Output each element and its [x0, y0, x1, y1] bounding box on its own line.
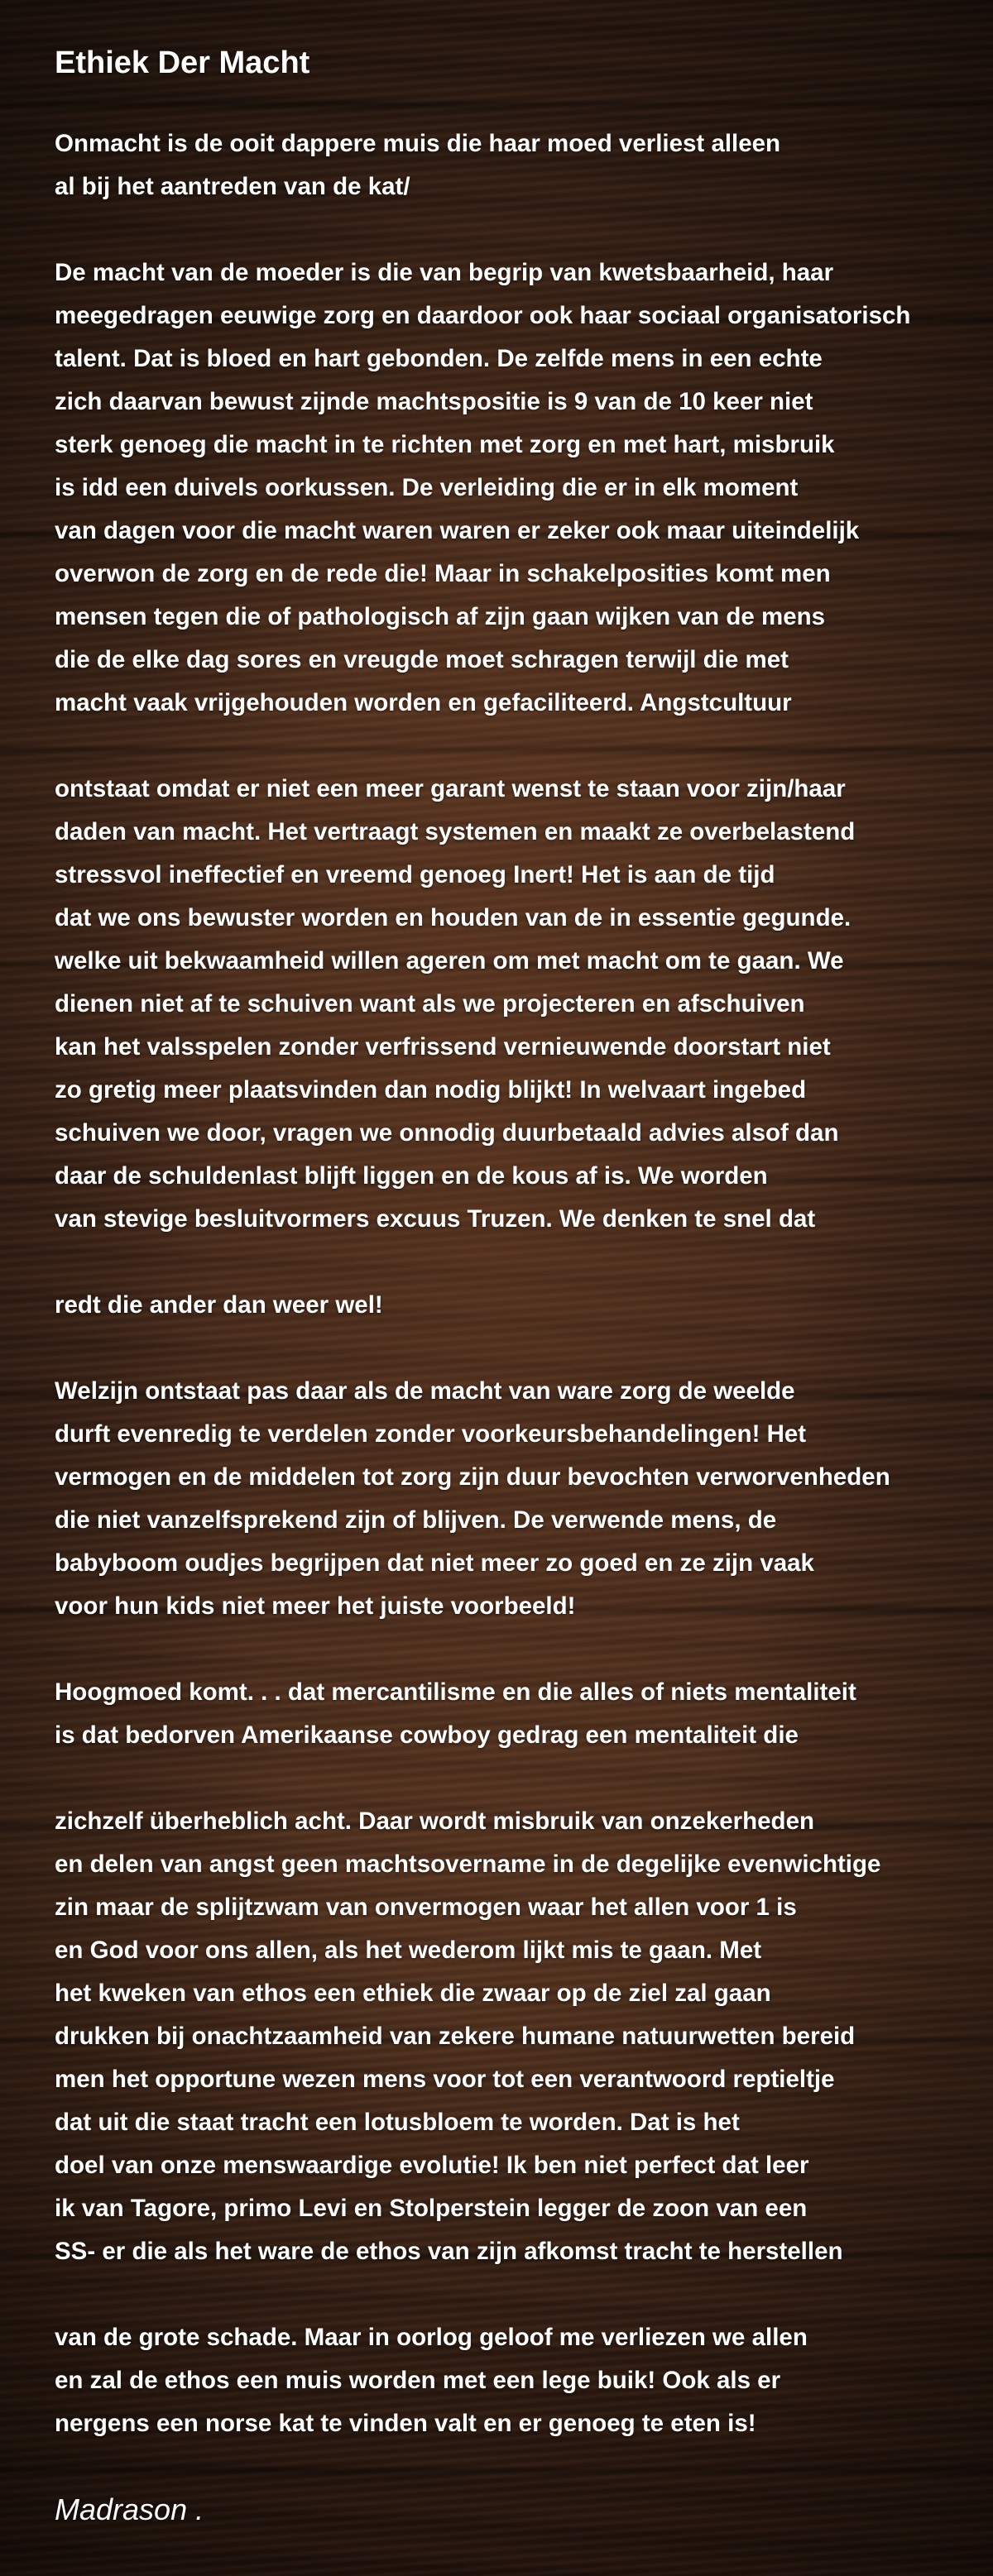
poem-line: van dagen voor die macht waren waren er zeker ook maar uiteindelijk: [55, 517, 860, 544]
poem-line: en delen van angst geen machtsovername in de degelijke evenwichtige: [55, 1851, 881, 1878]
poem-line: het kweken van ethos een ethiek die zwaar op de ziel zal gaan: [55, 1980, 771, 2007]
poem-line: durft evenredig te verdelen zonder voorkeursbehandelingen! Het: [55, 1420, 807, 1448]
poem-line: sterk genoeg die macht in te richten met zorg en met hart, misbruik: [55, 431, 835, 458]
poem-line: is idd een duivels oorkussen. De verleiding die er in elk moment: [55, 474, 799, 501]
poem-line: ontstaat omdat er niet een meer garant wenst te staan voor zijn/haar: [55, 775, 846, 802]
poem-stanza: [55, 768, 981, 1241]
poem-line: overwon de zorg en de rede die! Maar in schakelposities komt men: [55, 560, 831, 587]
poem-stanza: [55, 1671, 981, 1757]
poem-line: kan het valsspelen zonder verfrissend vernieuwende doorstart niet: [55, 1033, 831, 1061]
poem-line: Welzijn ontstaat pas daar als de macht van ware zorg de weelde: [55, 1377, 795, 1405]
poem-line: SS- er die als het ware de ethos van zijn afkomst tracht te herstellen: [55, 2238, 843, 2265]
poem-line: zichzelf überheblich acht. Daar wordt misbruik van onzekerheden: [55, 1808, 815, 1835]
poem-line: is dat bedorven Amerikaanse cowboy gedrag een mentaliteit die: [55, 1721, 799, 1749]
poem-line: macht vaak vrijgehouden worden en gefaciliteerd. Angstcultuur: [55, 689, 792, 716]
poem-line: schuiven we door, vragen we onnodig duurbetaald advies alsof dan: [55, 1119, 839, 1147]
poem-line: mensen tegen die of pathologisch af zijn gaan wijken van de mens: [55, 603, 826, 630]
poem-line: van stevige besluitvormers excuus Truzen. We denken te snel dat: [55, 1205, 816, 1233]
poem-body: [55, 122, 981, 2445]
poem-line: De macht van de moeder is die van begrip van kwetsbaarheid, haar: [55, 259, 834, 286]
poem-stanza: [55, 1284, 981, 1327]
poem-line: daden van macht. Het vertraagt systemen en maakt ze overbelastend: [55, 818, 856, 845]
poem: [55, 40, 981, 2531]
poem-line: dat uit die staat tracht een lotusbloem te worden. Dat is het: [55, 2109, 740, 2136]
poem-line: redt die ander dan weer wel!: [55, 1291, 383, 1319]
poem-line: voor hun kids niet meer het juiste voorbeeld!: [55, 1592, 576, 1620]
poem-line: Hoogmoed komt. . . dat mercantilisme en die alles of niets mentaliteit: [55, 1678, 856, 1706]
poem-stanza: [55, 251, 981, 725]
poem-author: Madrason .: [55, 2492, 204, 2526]
poem-line: babyboom oudjes begrijpen dat niet meer zo goed en ze zijn vaak: [55, 1549, 814, 1577]
poem-stanza: [55, 1800, 981, 2273]
poem-line: die de elke dag sores en vreugde moet schragen terwijl die met: [55, 646, 789, 673]
poem-line: zich daarvan bewust zijnde machtspositie is 9 van de 10 keer niet: [55, 388, 813, 415]
poem-line: men het opportune wezen mens voor tot een verantwoord reptieltje: [55, 2066, 835, 2093]
poem-line: meegedragen eeuwige zorg en daardoor ook haar sociaal organisatorisch: [55, 302, 911, 329]
poem-line: welke uit bekwaamheid willen ageren om met macht om te gaan. We: [55, 947, 844, 974]
poem-title: Ethiek Der Macht: [55, 45, 310, 80]
poem-line: van de grote schade. Maar in oorlog geloof me verliezen we allen: [55, 2324, 808, 2351]
poem-line: dienen niet af te schuiven want als we projecteren en afschuiven: [55, 990, 805, 1017]
poem-line: daar de schuldenlast blijft liggen en de kous af is. We worden: [55, 1162, 768, 1190]
poem-line: zin maar de splijtzwam van onvermogen waar het allen voor 1 is: [55, 1894, 797, 1921]
poem-line: ik van Tagore, primo Levi en Stolperstein legger de zoon van een: [55, 2195, 808, 2222]
poem-line: dat we ons bewuster worden en houden van de in essentie gegunde.: [55, 904, 851, 931]
poem-line: nergens een norse kat te vinden valt en er genoeg te eten is!: [55, 2410, 756, 2437]
poem-line: en zal de ethos een muis worden met een lege buik! Ook als er: [55, 2367, 781, 2394]
poem-line: zo gretig meer plaatsvinden dan nodig blijkt! In welvaart ingebed: [55, 1076, 807, 1104]
poem-line: drukken bij onachtzaamheid van zekere humane natuurwetten bereid: [55, 2023, 856, 2050]
poem-line: doel van onze menswaardige evolutie! Ik ben niet perfect dat leer: [55, 2152, 809, 2179]
poem-line: Onmacht is de ooit dappere muis die haar moed verliest alleen: [55, 130, 781, 157]
poem-line: vermogen en de middelen tot zorg zijn duur bevochten verworvenheden: [55, 1463, 890, 1491]
poem-stanza: [55, 122, 981, 208]
poem-stanza: [55, 1370, 981, 1628]
poem-line: talent. Dat is bloed en hart gebonden. De zelfde mens in een echte: [55, 345, 823, 372]
poem-line: en God voor ons allen, als het wederom lijkt mis te gaan. Met: [55, 1937, 762, 1964]
poem-line: al bij het aantreden van de kat/: [55, 173, 410, 200]
poem-line: die niet vanzelfsprekend zijn of blijven. De verwende mens, de: [55, 1506, 777, 1534]
poem-stanza: [55, 2316, 981, 2445]
poem-line: stressvol ineffectief en vreemd genoeg Inert! Het is aan de tijd: [55, 861, 775, 888]
